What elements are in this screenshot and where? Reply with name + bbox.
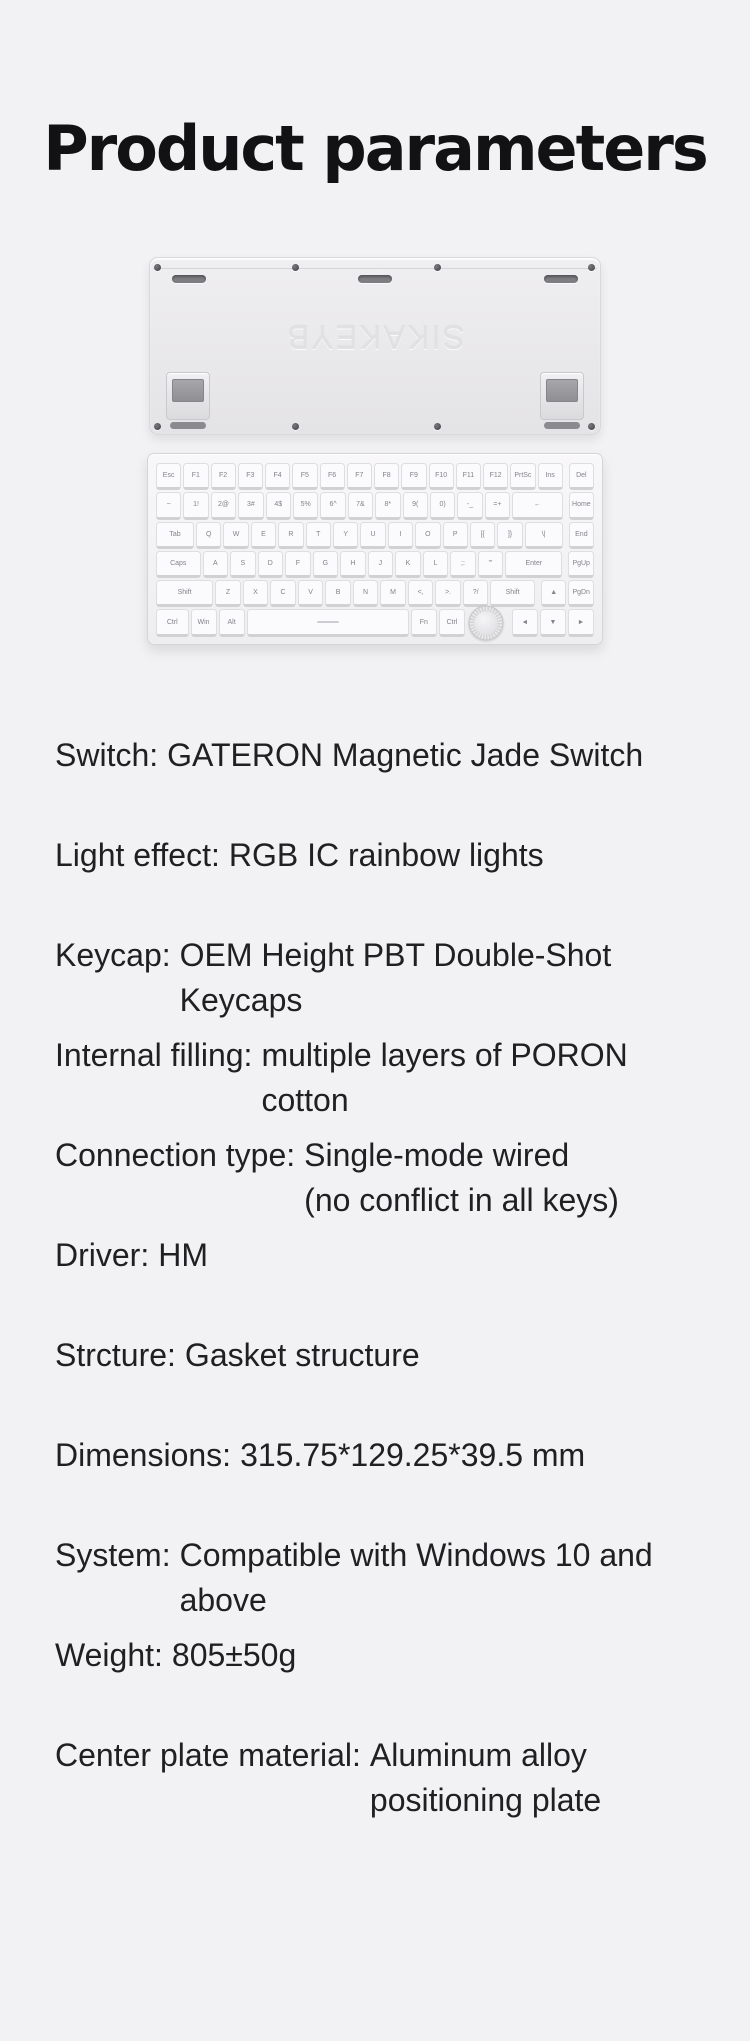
key-f2: F2 — [211, 463, 236, 490]
key-7: 7& — [348, 492, 373, 519]
key: ?/ — [463, 580, 489, 607]
spec-row-connection-type — [55, 1133, 750, 1223]
key-del: Del — [569, 463, 594, 490]
key-e: E — [251, 522, 276, 549]
key-alt: Alt — [219, 609, 245, 636]
key-caps: Caps — [156, 551, 201, 578]
spec-row-switch — [55, 733, 750, 778]
key-r: R — [278, 522, 303, 549]
key-y: Y — [333, 522, 358, 549]
volume-knob — [467, 609, 506, 636]
key-pgup: PgUp — [568, 551, 594, 578]
panel-seam — [153, 268, 597, 269]
key-n: N — [353, 580, 379, 607]
product-page — [0, 112, 750, 2041]
key-j: J — [368, 551, 394, 578]
spec-value-line: OEM Height PBT Double-Shot — [179, 937, 612, 973]
key-f8: F8 — [374, 463, 399, 490]
key-f6: F6 — [320, 463, 345, 490]
key-f3: F3 — [238, 463, 263, 490]
spec-value — [304, 1133, 619, 1223]
key-f9: F9 — [401, 463, 426, 490]
spec-label: Strcture: — [55, 1337, 176, 1373]
screw-icon — [588, 423, 595, 430]
spec-value-line: GATERON Magnetic Jade Switch — [167, 737, 644, 773]
spec-label: Weight: — [55, 1637, 163, 1673]
page-title: Product parameters — [43, 112, 707, 185]
key-f11: F11 — [456, 463, 481, 490]
keyboard-back-image — [149, 257, 601, 435]
key-arrow-left: ◄ — [512, 609, 538, 636]
spec-value-line: Aluminum alloy — [369, 1737, 587, 1773]
spec-row-weight — [55, 1633, 750, 1678]
key-esc: Esc — [156, 463, 181, 490]
key-space — [247, 609, 409, 636]
key-v: V — [298, 580, 324, 607]
spec-value — [261, 1033, 627, 1123]
key-4: 4$ — [266, 492, 291, 519]
spec-value-line: 315.75*129.25*39.5 mm — [240, 1437, 586, 1473]
screw-icon — [434, 423, 441, 430]
key-q: Q — [196, 522, 221, 549]
key-2: 2@ — [211, 492, 236, 519]
key-o: O — [415, 522, 440, 549]
key-5: 5% — [293, 492, 318, 519]
key-arrow-right: ► — [568, 609, 594, 636]
brand-logo: SIKAKEYB — [285, 319, 465, 356]
key-arrow-up: ▲ — [541, 580, 567, 607]
spec-label: System: — [55, 1537, 171, 1573]
key-enter: Enter — [505, 551, 562, 578]
key-6: 6^ — [320, 492, 345, 519]
key-ctrl: Ctrl — [156, 609, 189, 636]
key-fn: Fn — [411, 609, 437, 636]
spec-row-driver — [55, 1233, 750, 1278]
spec-row-dimensions — [55, 1433, 750, 1478]
keyboard-front-image — [147, 453, 603, 645]
key-shift: Shift — [156, 580, 213, 607]
key-f: F — [285, 551, 311, 578]
spec-value-line: Gasket structure — [184, 1337, 420, 1373]
key-ctrl: Ctrl — [439, 609, 465, 636]
key-f7: F7 — [347, 463, 372, 490]
key-f1: F1 — [183, 463, 208, 490]
key-0: 0) — [430, 492, 455, 519]
spec-value — [185, 1333, 420, 1378]
key-z: Z — [215, 580, 241, 607]
spec-value-line: RGB IC rainbow lights — [228, 837, 544, 873]
key-d: D — [258, 551, 284, 578]
key: \| — [525, 522, 563, 549]
key: ]} — [497, 522, 522, 549]
key: =+ — [485, 492, 510, 519]
spec-label: Light effect: — [55, 837, 220, 873]
key-k: K — [395, 551, 421, 578]
key-u: U — [360, 522, 385, 549]
key-3: 3# — [238, 492, 263, 519]
spec-label: Driver: — [55, 1237, 150, 1273]
spec-row-keycap — [55, 933, 750, 1023]
key-1: 1! — [183, 492, 208, 519]
spec-value-line: cotton — [261, 1082, 349, 1118]
spec-label: Internal filling: — [55, 1037, 253, 1073]
key: ← — [512, 492, 563, 519]
spec-value — [172, 1633, 296, 1678]
spec-value — [229, 833, 544, 878]
spec-label: Switch: — [55, 737, 159, 773]
key-t: T — [306, 522, 331, 549]
key-x: X — [243, 580, 269, 607]
spec-row-system — [55, 1533, 750, 1623]
spec-value — [167, 733, 643, 778]
key-a: A — [203, 551, 229, 578]
vent-slot — [544, 275, 578, 283]
key-b: B — [325, 580, 351, 607]
key-w: W — [223, 522, 248, 549]
spec-value — [370, 1733, 601, 1823]
spec-value-line: (no conflict in all keys) — [304, 1182, 619, 1218]
key-g: G — [313, 551, 339, 578]
key: ~ — [156, 492, 181, 519]
product-parameters-section — [0, 112, 750, 1823]
screw-icon — [154, 423, 161, 430]
vent-slot — [172, 275, 206, 283]
key-p: P — [443, 522, 468, 549]
key-9: 9( — [403, 492, 428, 519]
key-tab: Tab — [156, 522, 194, 549]
key-m: M — [380, 580, 406, 607]
key: -_ — [457, 492, 482, 519]
key-h: H — [340, 551, 366, 578]
key-arrow-down: ▼ — [540, 609, 566, 636]
key-f5: F5 — [292, 463, 317, 490]
key-f4: F4 — [265, 463, 290, 490]
screw-icon — [292, 264, 299, 271]
key: [{ — [470, 522, 495, 549]
key-c: C — [270, 580, 296, 607]
key: ;: — [450, 551, 476, 578]
spec-row-structure — [55, 1333, 750, 1378]
screw-icon — [292, 423, 299, 430]
spec-value-line: multiple layers of PORON — [261, 1037, 628, 1073]
rubber-pad — [544, 422, 580, 429]
key-pgdn: PgDn — [568, 580, 594, 607]
kickstand-foot — [540, 372, 584, 420]
vent-slot — [358, 275, 392, 283]
spec-label: Center plate material: — [55, 1737, 361, 1773]
spec-label: Keycap: — [55, 937, 171, 973]
key-shift: Shift — [490, 580, 535, 607]
key-f12: F12 — [483, 463, 508, 490]
spec-value-line: HM — [158, 1237, 208, 1273]
spec-value-line: positioning plate — [369, 1782, 602, 1818]
spec-label: Connection type: — [55, 1137, 296, 1173]
spec-value-line: Compatible with Windows 10 and — [179, 1537, 653, 1573]
specs-list — [55, 733, 750, 1823]
key-f10: F10 — [429, 463, 454, 490]
key-ins: Ins — [538, 463, 563, 490]
spec-label: Dimensions: — [55, 1437, 232, 1473]
spec-value — [180, 933, 612, 1023]
screw-icon — [434, 264, 441, 271]
key-prtsc: PrtSc — [510, 463, 535, 490]
screw-icon — [154, 264, 161, 271]
spec-value — [180, 1533, 653, 1623]
key: <, — [408, 580, 434, 607]
screw-icon — [588, 264, 595, 271]
spec-value-line: Keycaps — [179, 982, 303, 1018]
keyboard-keys — [155, 462, 595, 638]
spec-value-line: Single-mode wired — [304, 1137, 570, 1173]
key-l: L — [423, 551, 449, 578]
key-end: End — [569, 522, 594, 549]
spec-row-center-plate — [55, 1733, 750, 1823]
key: >. — [435, 580, 461, 607]
spec-value — [240, 1433, 585, 1478]
spec-row-light-effect — [55, 833, 750, 878]
key-s: S — [230, 551, 256, 578]
spec-row-internal-filling — [55, 1033, 750, 1123]
key: '" — [478, 551, 504, 578]
key-i: I — [388, 522, 413, 549]
rubber-pad — [170, 422, 206, 429]
key-home: Home — [569, 492, 594, 519]
spec-value — [158, 1233, 208, 1278]
spec-value-line: above — [179, 1582, 267, 1618]
key-8: 8* — [375, 492, 400, 519]
key-win: Win — [191, 609, 217, 636]
kickstand-foot — [166, 372, 210, 420]
spec-value-line: 805±50g — [171, 1637, 297, 1673]
